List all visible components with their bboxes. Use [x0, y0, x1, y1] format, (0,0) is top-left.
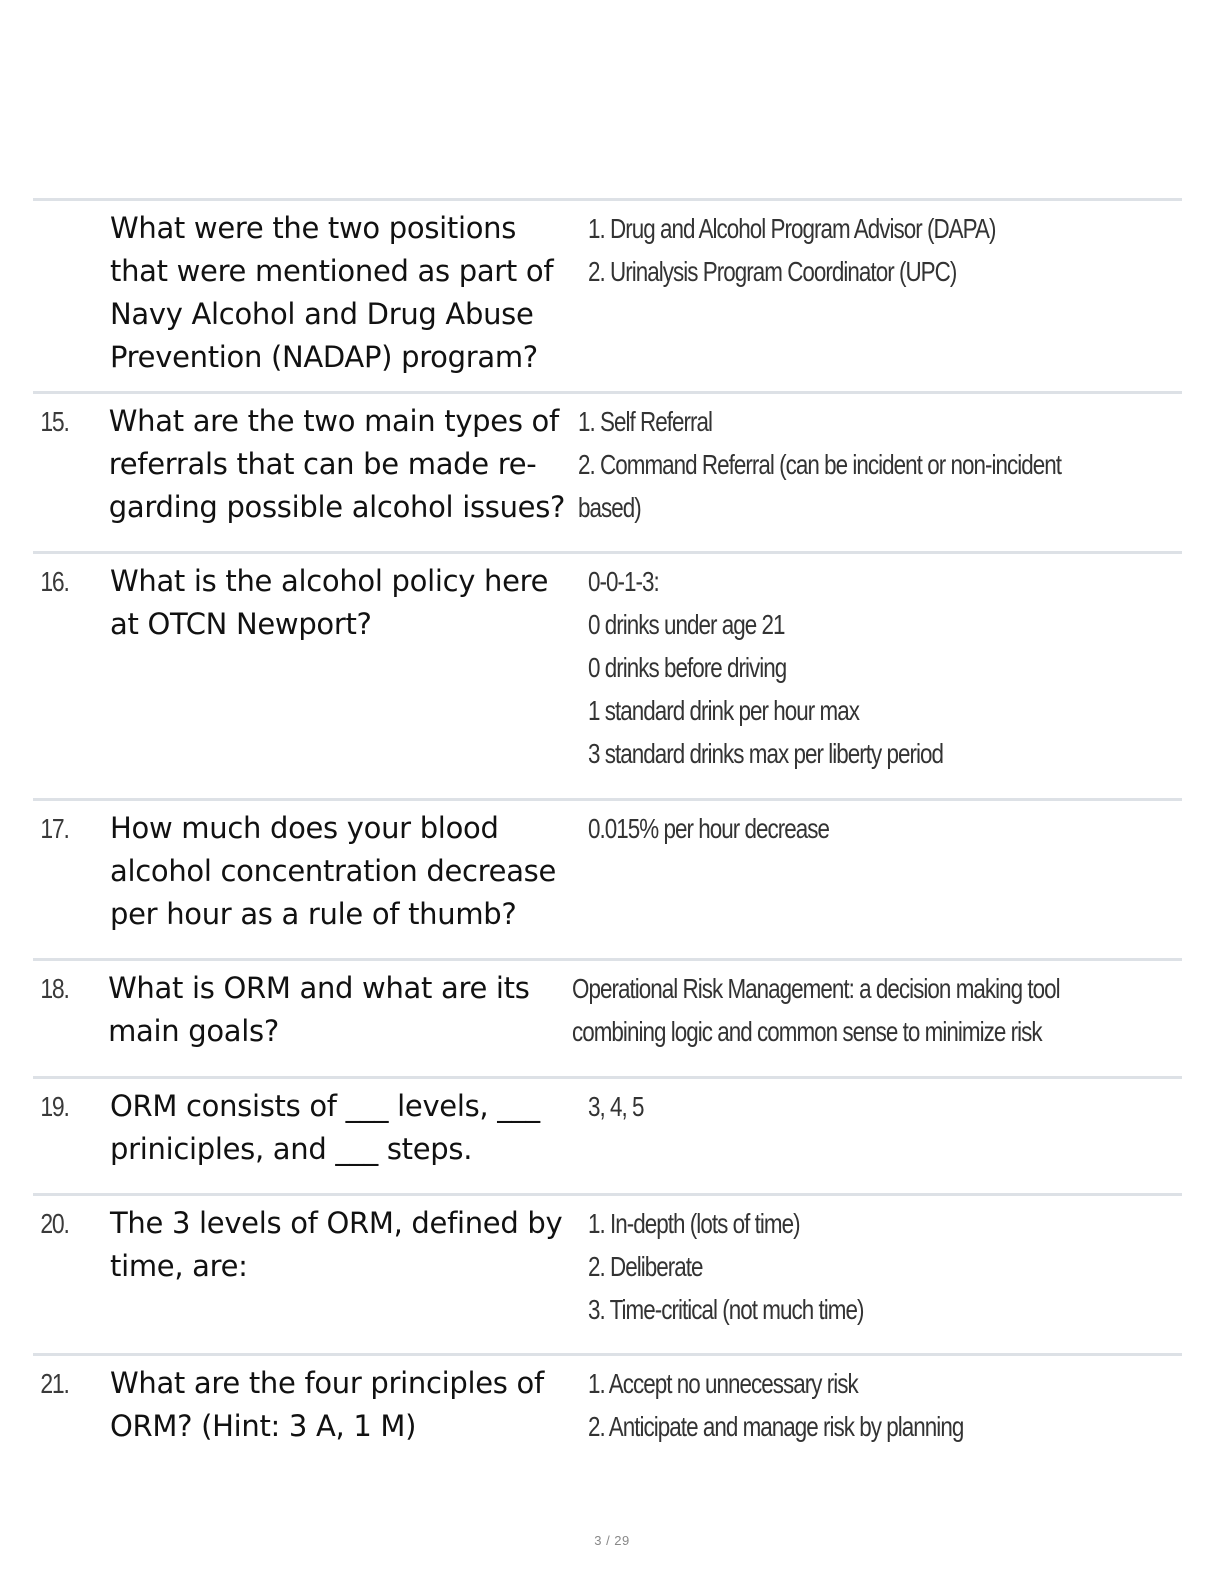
- question-line: time, are:: [110, 1249, 248, 1283]
- question-line: main goals?: [108, 1014, 279, 1048]
- question-line: referrals that can be made re-: [108, 447, 537, 481]
- answer-text: [588, 1196, 1063, 1353]
- question-text: [110, 1356, 588, 1483]
- question-number: 20.: [40, 1208, 69, 1239]
- question-text: [110, 801, 588, 958]
- question-line: How much does your blood: [110, 811, 499, 845]
- answer-line: 2. Anticipate and manage risk by planning: [588, 1411, 964, 1442]
- answer-text: [588, 801, 1063, 958]
- question-number: 18.: [40, 973, 69, 1004]
- answer-line: 1. Drug and Alcohol Program Advisor (DAPA): [588, 213, 996, 244]
- answer-line: 0-0-1-3:: [588, 566, 659, 597]
- question-line: ORM? (Hint: 3 A, 1 M): [110, 1409, 417, 1443]
- question-line: What is the alcohol policy here: [110, 564, 549, 598]
- question-line: Prevention (NADAP) program?: [110, 340, 538, 374]
- question-text: [108, 961, 572, 1076]
- answer-line: 1. Accept no unnecessary risk: [588, 1368, 858, 1399]
- question-text: [110, 554, 588, 798]
- answer-text: [588, 554, 1063, 798]
- question-line: ORM consists of ___ levels, ___: [110, 1089, 540, 1123]
- answer-line: 0 drinks under age 21: [588, 609, 785, 640]
- question-line: that were mentioned as part of: [110, 254, 554, 288]
- answer-text: [588, 201, 1063, 391]
- question-line: garding possible alcohol issues?: [108, 490, 566, 524]
- qa-row: [33, 551, 1182, 798]
- qa-row: [33, 1076, 1182, 1193]
- answer-line: 1. Self Referral: [578, 406, 713, 437]
- question-line: What is ORM and what are its: [108, 971, 530, 1005]
- qa-row: [33, 1353, 1182, 1483]
- answer-text: [572, 961, 1060, 1076]
- answer-line: 3, 4, 5: [588, 1091, 644, 1122]
- qa-row: [33, 1193, 1182, 1353]
- question-line: What are the two main types of: [108, 404, 559, 438]
- question-number: 16.: [40, 566, 69, 597]
- qa-row: [33, 958, 1182, 1076]
- answer-line: 2. Urinalysis Program Coordinator (UPC): [588, 256, 957, 287]
- answer-line: Operational Risk Management: a decision making tool: [572, 973, 1061, 1004]
- answer-line: based): [578, 492, 642, 523]
- page-indicator: 3 / 29: [594, 1533, 630, 1548]
- question-line: alcohol concentration decrease: [110, 854, 557, 888]
- qa-row: [33, 798, 1182, 958]
- answer-line: 1 standard drink per hour max: [588, 695, 859, 726]
- answer-line: 1. In-depth (lots of time): [588, 1208, 800, 1239]
- answer-line: 2. Deliberate: [588, 1251, 703, 1282]
- question-number: 19.: [40, 1091, 69, 1122]
- question-number: 21.: [40, 1368, 69, 1399]
- question-line: priniciples, and ___ steps.: [110, 1132, 473, 1166]
- answer-text: [578, 394, 1061, 551]
- answer-text: [588, 1079, 1063, 1193]
- question-line: What were the two positions: [110, 211, 517, 245]
- qa-row: [33, 391, 1182, 551]
- question-text: [110, 1079, 588, 1193]
- answer-text: [588, 1356, 1063, 1483]
- question-line: Navy Alcohol and Drug Abuse: [110, 297, 534, 331]
- question-number: [33, 201, 96, 391]
- answer-line: 0 drinks before driving: [588, 652, 787, 683]
- answer-line: 2. Command Referral (can be incident or non-incident: [578, 449, 1062, 480]
- question-text: [110, 201, 588, 391]
- answer-line: 3. Time-critical (not much time): [588, 1294, 864, 1325]
- question-number: 15.: [40, 406, 69, 437]
- answer-line: 3 standard drinks max per liberty period: [588, 738, 944, 769]
- answer-line: 0.015% per hour decrease: [588, 813, 829, 844]
- answer-line: combining logic and common sense to minimize risk: [572, 1016, 1043, 1047]
- question-text: [109, 394, 578, 551]
- question-line: The 3 levels of ORM, defined by: [110, 1206, 563, 1240]
- question-number: 17.: [40, 813, 69, 844]
- question-line: at OTCN Newport?: [110, 607, 372, 641]
- question-text: [110, 1196, 588, 1353]
- question-line: What are the four principles of: [110, 1366, 544, 1400]
- question-line: per hour as a rule of thumb?: [110, 897, 517, 931]
- qa-row: [33, 198, 1182, 391]
- qa-table: [33, 198, 1182, 1483]
